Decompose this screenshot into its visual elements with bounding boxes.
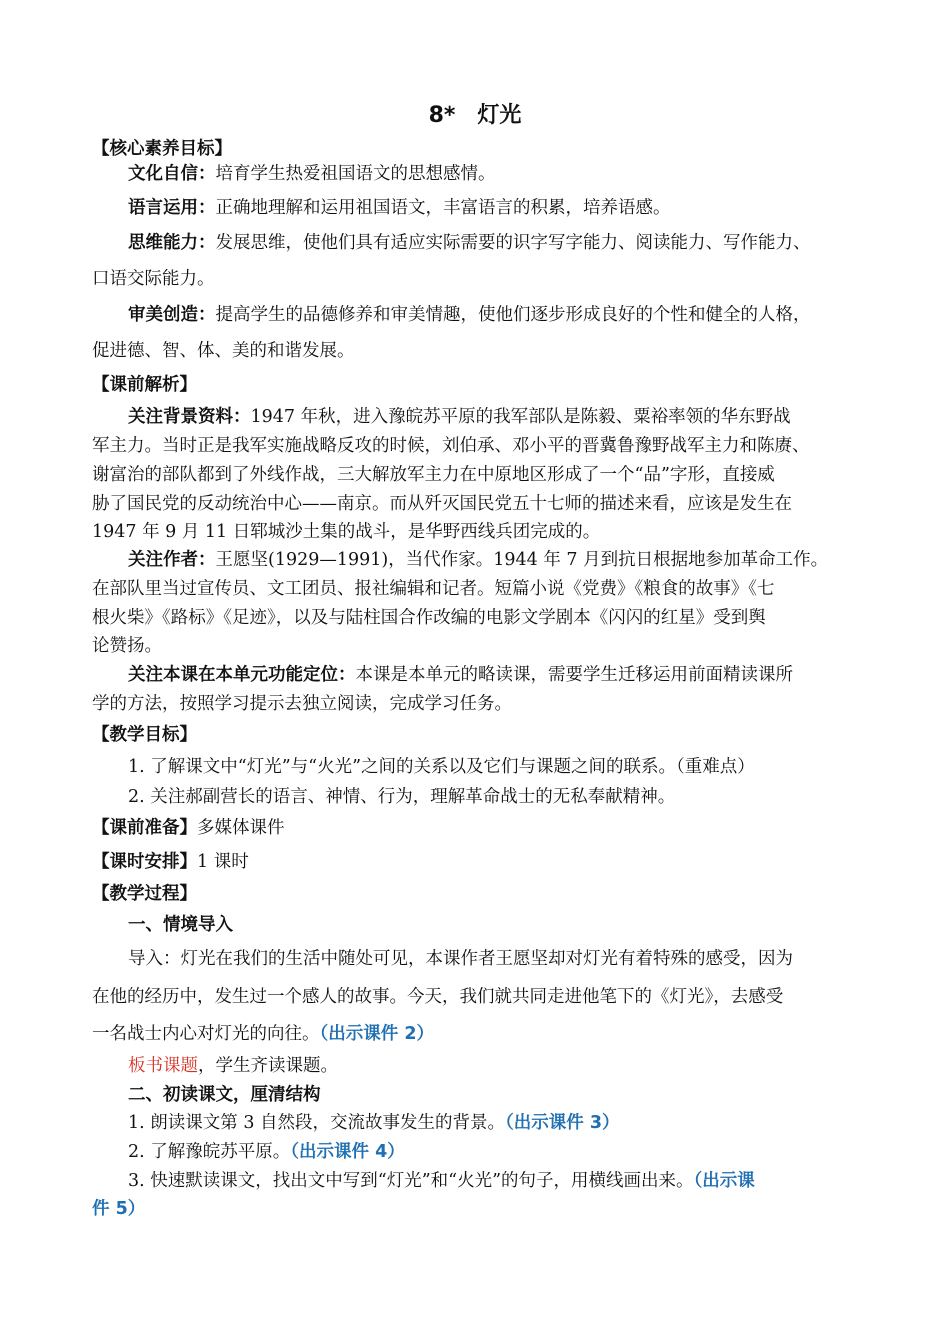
unit-label: 关注本课在本单元功能定位： (128, 665, 356, 685)
prep-label: 【课前准备】 (92, 818, 197, 838)
goal-item-2: 2. 关注郝副营长的语言、神情、行为，理解革命战士的无私奉献精神。 (128, 787, 676, 807)
courseware-ref-4: （出示课件 4） (290, 1142, 405, 1162)
culture-text: 培育学生热爱祖国语文的思想感情。 (215, 164, 496, 184)
core-language (128, 196, 671, 220)
background-text-2: 军主力。当时正是我军实施战略反攻的时候，刘伯承、邓小平的晋冀鲁豫野战军主力和陈赓、 (92, 436, 810, 456)
background-text-1: 1947 年秋，进入豫皖苏平原的我军部队是陈毅、粟裕率领的华东野战 (250, 407, 791, 427)
prep-text: 多媒体课件 (197, 818, 285, 838)
page-title: 8* 灯光 (428, 103, 522, 128)
section-header-analysis: 【课前解析】 (92, 375, 197, 395)
author-label: 关注作者： (128, 550, 216, 570)
culture-label: 文化自信： (128, 164, 216, 184)
goal-item-1: 1. 了解课文中“灯光”与“火光”之间的关系以及它们与课题之间的联系。（重难点） (128, 757, 755, 777)
step-heading-1: 一、情境导入 (128, 915, 233, 935)
courseware-ref-2: （出示课件 2） (319, 1024, 435, 1044)
thinking-label: 思维能力： (128, 233, 216, 253)
thinking-text-2: 口语交际能力。 (92, 269, 215, 289)
step-1-text: 1. 朗读课文第 3 自然段，交流故事发生的背景。 (128, 1113, 506, 1133)
background-text-3: 谢富治的部队都到了外线作战，三大解放军主力在中原地区形成了一个“品”字形，直接威 (92, 465, 775, 485)
step-2-text: 2. 了解豫皖苏平原。 (128, 1142, 291, 1162)
background-para-1 (128, 405, 791, 429)
schedule-row (92, 850, 249, 874)
unit-text-2: 学的方法，按照学习提示去独立阅读，完成学习任务。 (92, 694, 512, 714)
author-text-1: 王愿坚(1929—1991)，当代作家。1944 年 7 月到抗日根据地参加革命工作。 (215, 550, 829, 570)
step-3-text: 3. 快速默读课文，找出文中写到“灯光”和“火光”的句子，用横线画出来。 (128, 1171, 694, 1191)
author-para-1 (128, 548, 828, 572)
courseware-ref-5b: 件 5） (92, 1199, 146, 1219)
section-header-process: 【教学过程】 (92, 884, 197, 904)
schedule-text: 1 课时 (197, 852, 249, 872)
thinking-text-1: 发展思维，使他们具有适应实际需要的识字写字能力、阅读能力、写作能力、 (215, 233, 811, 253)
aesthetic-text-2: 促进德、智、体、美的和谐发展。 (92, 341, 355, 361)
language-label: 语言运用： (128, 198, 216, 218)
core-culture (128, 162, 496, 186)
step-heading-2: 二、初读课文，厘清结构 (128, 1085, 321, 1105)
core-thinking (128, 231, 811, 255)
intro-text-3: 一名战士内心对灯光的向往。 (92, 1024, 320, 1044)
intro-text-1: 导入：灯光在我们的生活中随处可见，本课作者王愿坚却对灯光有着特殊的感受，因为 (128, 949, 793, 969)
courseware-ref-3: （出示课件 3） (505, 1113, 620, 1133)
core-aesthetic (128, 303, 811, 327)
board-highlight: 板书课题 (128, 1056, 198, 1076)
section-header-core: 【核心素养目标】 (92, 139, 232, 159)
background-text-5: 1947 年 9 月 11 日郓城沙土集的战斗，是华野西线兵团完成的。 (92, 522, 601, 542)
author-text-3: 根火柴》《路标》《足迹》，以及与陆柱国合作改编的电影文学剧本《闪闪的红星》受到舆 (92, 608, 766, 628)
aesthetic-text-1: 提高学生的品德修养和审美情趣，使他们逐步形成良好的个性和健全的人格， (215, 305, 811, 325)
courseware-ref-5a: （出示课 (693, 1171, 755, 1191)
board-row (128, 1054, 338, 1078)
author-text-4: 论赞扬。 (92, 636, 162, 656)
author-text-2: 在部队里当过宣传员、文工团员、报社编辑和记者。短篇小说《党费》《粮食的故事》《七 (92, 579, 775, 599)
prep-row (92, 816, 285, 840)
section-header-goals: 【教学目标】 (92, 725, 197, 745)
step-3-row-2 (92, 1197, 145, 1221)
board-rest: ，学生齐读课题。 (198, 1056, 338, 1076)
step-3-row (128, 1169, 755, 1193)
language-text: 正确地理解和运用祖国语文，丰富语言的积累，培养语感。 (215, 198, 671, 218)
background-label: 关注背景资料： (128, 407, 251, 427)
unit-para-1 (128, 663, 793, 687)
unit-text-1: 本课是本单元的略读课，需要学生迁移运用前面精读课所 (355, 665, 793, 685)
step-1-row (128, 1111, 620, 1135)
schedule-label: 【课时安排】 (92, 852, 197, 872)
intro-text-2: 在他的经历中，发生过一个感人的故事。今天，我们就共同走进他笔下的《灯光》，去感受 (92, 987, 784, 1007)
aesthetic-label: 审美创造： (128, 305, 216, 325)
intro-text-3-row (92, 1022, 434, 1046)
background-text-4: 胁了国民党的反动统治中心——南京。而从歼灭国民党五十七师的描述来看，应该是发生在 (92, 494, 792, 514)
step-2-row (128, 1140, 405, 1164)
